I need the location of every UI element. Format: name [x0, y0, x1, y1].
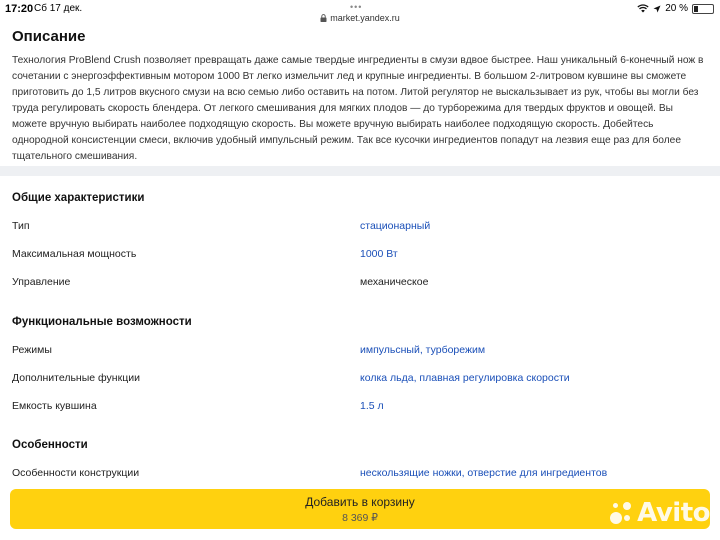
description-title: Описание — [12, 28, 86, 45]
location-arrow-icon — [653, 5, 661, 13]
spec-value-control: механическое — [360, 276, 429, 288]
add-to-cart-button[interactable] — [10, 489, 710, 529]
spec-label-design-features: Особенности конструкции — [12, 467, 140, 479]
description-text: Технология ProBlend Crush позволяет превращать даже самые твердые ингредиенты в смузи вдвое быстрее. Наш уникальный 6-конечный нож в сочетании с энергоэффективным мотором 1000 Вт легко измельчит лед и крупные ингредиенты. В большом 2-литровом кувшине вы сможете приготовить до 1,5 литров вкусного смузи на всю семью либо оставить на потом. Литой регулятор не выскальзывает из рук, чтобы вы могли без труда регулировать скорость блендера. От легкого смешивания для мягких плодов — до турборежима для твердых фруктов и овощей. Вы можете вручную выбирать наиболее подходящую скорость. Вы можете вручную выбирать наиболее подходящую скорость. Добейтесь однородной консистенции смеси, включив удобный импульсный режим. Так все кусочки ингредиентов попадут на лезвия еще раз для более тщательного смешивания. — [12, 55, 704, 162]
status-bar — [0, 0, 720, 24]
spec-label-type: Тип — [12, 220, 30, 232]
price: 8 369 ₽ — [342, 512, 378, 524]
url-text: market.yandex.ru — [330, 13, 400, 23]
specifications-section — [0, 176, 720, 486]
battery-icon — [692, 4, 714, 14]
spec-value-jug-capacity[interactable]: 1.5 л — [360, 400, 384, 412]
wifi-icon — [637, 4, 649, 13]
battery-percent: 20 % — [665, 3, 688, 14]
status-time: 17:20 — [5, 3, 34, 15]
address-bar[interactable] — [0, 13, 720, 23]
section-divider — [0, 166, 720, 176]
description-section — [0, 24, 720, 166]
section-title-general: Общие характеристики — [12, 192, 145, 204]
spec-label-modes: Режимы — [12, 344, 52, 356]
avito-logo-icon — [609, 500, 635, 526]
add-to-cart-label: Добавить в корзину — [305, 495, 415, 509]
section-title-features: Особенности — [12, 439, 88, 451]
status-date: Сб 17 дек. — [34, 3, 83, 14]
multitasking-dots-icon[interactable]: ••• — [350, 2, 363, 12]
spec-value-power[interactable]: 1000 Вт — [360, 248, 398, 260]
spec-value-type[interactable]: стационарный — [360, 220, 431, 232]
spec-label-jug-capacity: Емкость кувшина — [12, 400, 97, 412]
spec-label-power: Максимальная мощность — [12, 248, 137, 260]
avito-watermark-text: Avito — [637, 498, 710, 528]
spec-value-design-features[interactable]: нескользящие ножки, отверстие для ингредиентов — [360, 467, 608, 479]
spec-label-extra-functions: Дополнительные функции — [12, 372, 140, 384]
spec-value-modes[interactable]: импульсный, турборежим — [360, 344, 486, 356]
avito-watermark — [609, 498, 710, 528]
section-title-functions: Функциональные возможности — [12, 316, 192, 328]
lock-icon — [320, 14, 327, 22]
spec-value-extra-functions[interactable]: колка льда, плавная регулировка скорости — [360, 372, 570, 384]
spec-label-control: Управление — [12, 276, 71, 288]
status-indicators — [637, 3, 714, 14]
